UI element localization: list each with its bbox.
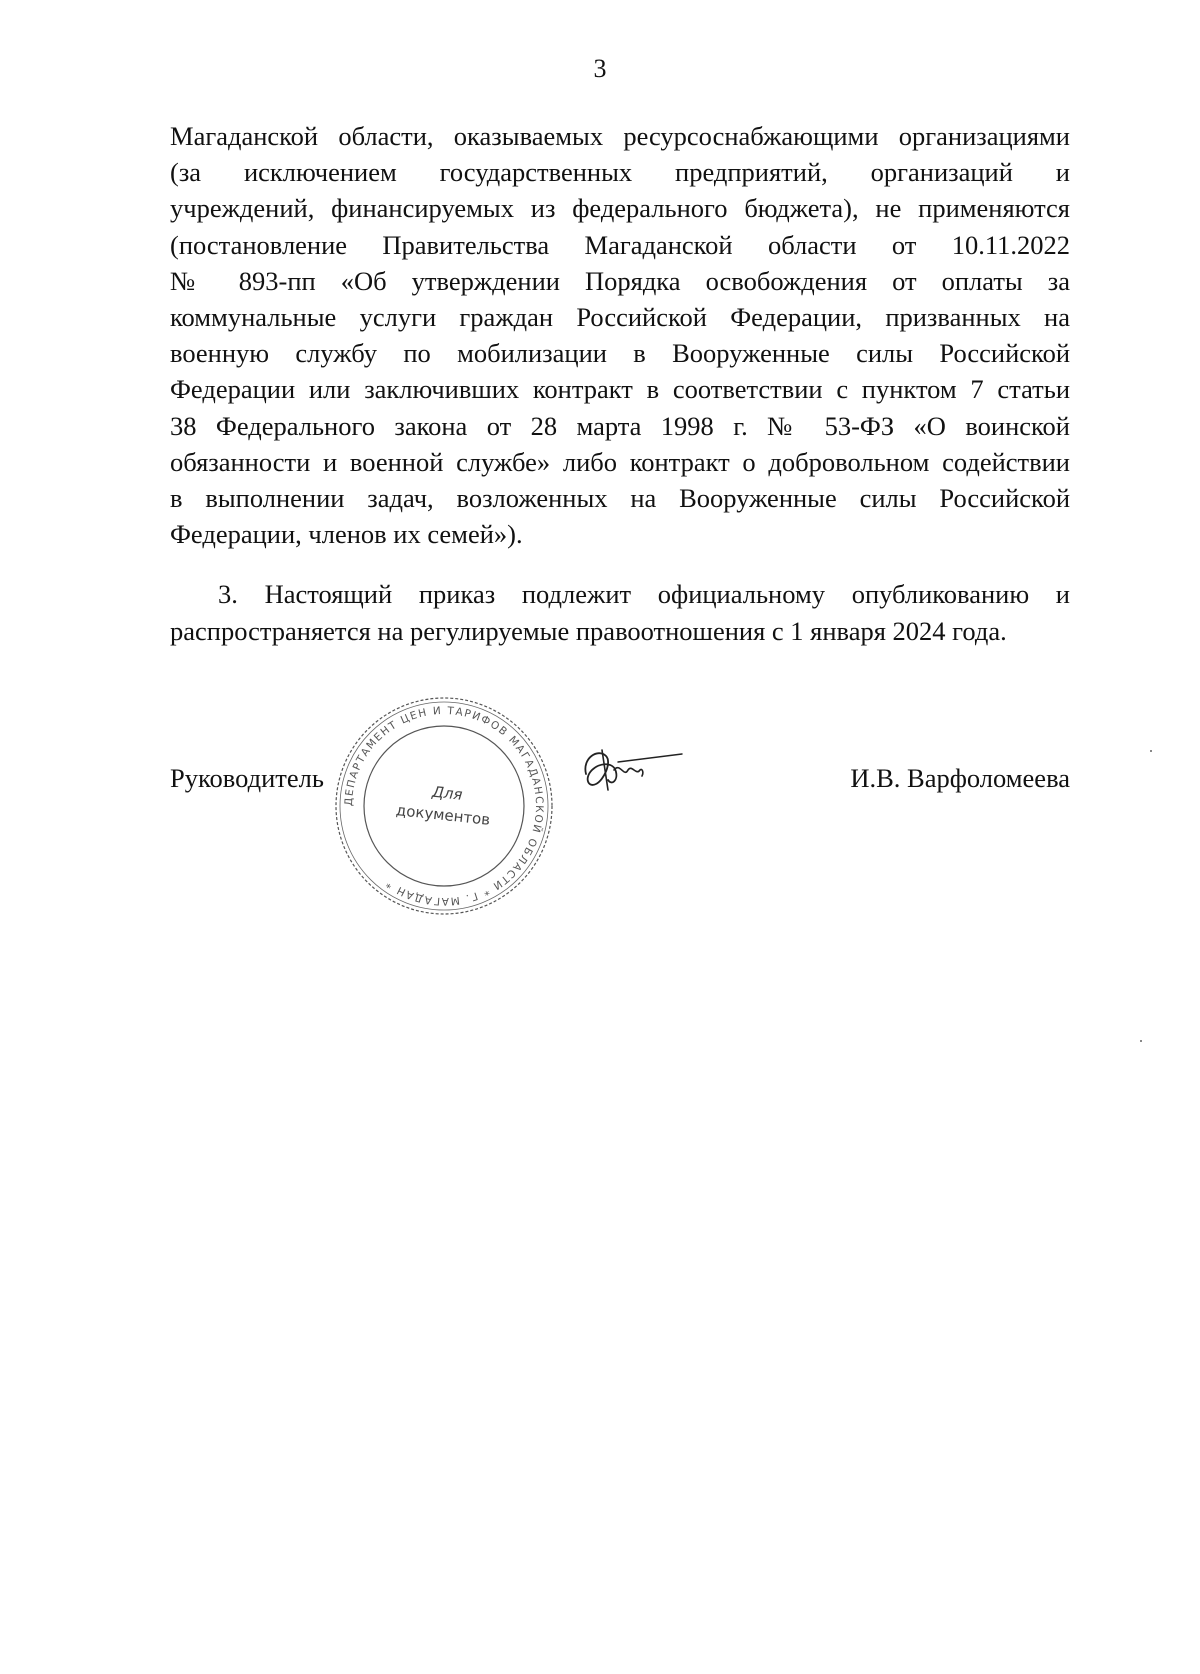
stamp-ring-text: ДЕПАРТАМЕНТ ЦЕН И ТАРИФОВ МАГАДАНСКОЙ ОБЛАСТИ * Г. МАГАДАН * [342,704,546,908]
signer-name: И.В. Варфоломеева [850,763,1070,793]
text-line: (за исключением государственных предприятий, организаций и [170,157,1070,188]
text-line: 38 Федерального закона от 28 марта 1998 г. № 53-ФЗ «О воинской [170,410,1070,441]
text-line: 3. Настоящий приказ подлежит официальному опубликованию и [218,579,1070,610]
text-line: учреждений, финансируемых из федерального бюджета), не применяются [170,193,1070,224]
paragraph-item-3 [170,576,1070,648]
document-body [170,118,1070,649]
paragraph-continuation [170,118,1070,552]
stamp-center-line-2: документов [395,801,492,829]
text-line: коммунальные услуги граждан Российской Федерации, призванных на [170,302,1070,333]
text-line: военную службу по мобилизации в Вооруженные силы Российской [170,338,1070,369]
text-line: Федерации, членов их семей»). [170,519,523,550]
text-line: Федерации или заключивших контракт в соответствии с пунктом 7 статьи [170,374,1070,405]
text-line: (постановление Правительства Магаданской области от 10.11.2022 [170,229,1070,260]
scan-speck [1150,750,1152,752]
scan-speck [1140,1040,1142,1042]
official-stamp [328,690,560,922]
text-line: распространяется на регулируемые правоотношения с 1 января 2024 года. [170,615,1007,646]
signer-position: Руководитель [170,763,324,793]
text-line: Магаданской области, оказываемых ресурсоснабжающими организациями [170,121,1070,151]
text-line: № 893-пп «Об утверждении Порядка освобождения от оплаты за [170,265,1070,296]
text-line: в выполнении задач, возложенных на Вооруженные силы Российской [170,483,1070,514]
stamp-center-line-1: Для [431,782,464,804]
handwritten-signature [578,740,688,800]
page-number: 3 [593,54,607,83]
text-line: обязанности и военной службе» либо контракт о добровольном содействии [170,446,1070,477]
